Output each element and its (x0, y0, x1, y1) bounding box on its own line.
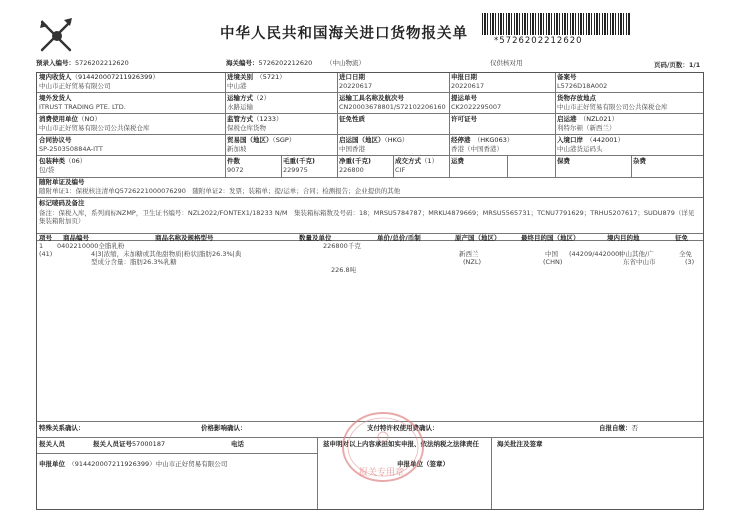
pieces-label: 件数 (227, 157, 240, 165)
item-dest-code: (CHN) (543, 258, 563, 266)
record-no-label: 备案号 (557, 73, 577, 81)
docs-value-1: 随附单证1：保税核注清单Q5726221000076290 (39, 187, 186, 195)
supervision-code: （1233） (253, 115, 283, 123)
seal-text: 报关专用章 (359, 468, 405, 478)
col-levy: 征免 (675, 234, 688, 242)
page-count: 页码/页数：1/1 (654, 61, 701, 69)
import-date-label: 进口日期 (339, 73, 365, 81)
pieces-value: 9072 (227, 166, 244, 174)
docs-value-2: 随附单证2：发票；装箱单；提/运单；合同；检测报告；企业提供的其他 (192, 187, 401, 195)
bl-label: 提运单号 (451, 94, 477, 102)
declaring-unit-seal-label: 申报单位（签章） (397, 460, 449, 468)
item-dest-place-1: 中山其他/广 (619, 250, 654, 258)
self-pay: 自报自缴：否 (599, 424, 638, 432)
terms-name: CIF (395, 166, 406, 174)
origin-country-name: 中国香港 (339, 145, 365, 153)
transit-label: 经停港 （HKG063） (451, 136, 514, 144)
declaration-form (36, 72, 704, 510)
marks-label: 标记唛码及备注 (39, 199, 85, 207)
customs-no-label: 海关编号： (226, 59, 259, 67)
vessel-label: 运输工具名称及航次号 (339, 94, 404, 102)
price-impact-label: 价格影响确认： (201, 424, 247, 432)
transport-label: 运输方式（2） (227, 94, 271, 102)
shipper-name: ITRUST TRADING PTE. LTD. (39, 103, 126, 111)
item-levy: 全免 (679, 250, 692, 258)
consumer-name: 中山市正好贸易有限公司公共保税仓库 (39, 124, 150, 132)
item-dest-place-2: 东省中山市 (623, 258, 656, 266)
insurance-label: 保费 (557, 157, 570, 165)
item-origin-code: (NZL) (463, 258, 482, 266)
royalty-label: 支付特许权使用费确认： (367, 424, 439, 432)
statement: 兹申明对以上内容承担如实申报、依法纳税之法律责任 (323, 440, 479, 448)
item-seq: 1 (39, 242, 44, 250)
departure-name: 利特尔顿（新西兰） (557, 124, 616, 132)
phone-label: 电话 (231, 440, 244, 448)
supervision-label: 监管方式（1233） (227, 115, 283, 123)
origin-country-code: （HKG） (384, 136, 409, 144)
consignee-label: 境内收货人（914420007211926399） (39, 73, 159, 81)
document-title: 中华人民共和国海关进口货物报关单 (220, 26, 468, 42)
customs-emblem (36, 14, 78, 56)
customs-number (226, 60, 312, 67)
docs-label: 随附单证及编号 (39, 178, 85, 186)
item-qty-1: 226800千克 (323, 242, 361, 250)
col-qty: 数量及单位 (299, 234, 332, 242)
entry-customs-code: （5721） (259, 73, 286, 81)
declaring-unit-name: 中山市正好贸易有限公司 (155, 460, 228, 468)
freight-label: 运费 (451, 157, 464, 165)
storage-label: 货物存放地点 (557, 94, 596, 102)
shipper-label: 境外发货人 (39, 94, 72, 102)
package-label: 包装种类（06） (39, 157, 87, 165)
record-no: L5726D18A002 (557, 82, 608, 90)
trade-country-label: 贸易国（地区）（SGP） (227, 136, 296, 144)
departure-code: （NZL021） (583, 115, 619, 123)
col-origin: 原产国（地区） (455, 234, 501, 242)
col-seq: 项号 (39, 234, 52, 242)
marks-value: 备注：保税入库，系列商标NZMP，卫生证书编号：NZL2022/FONTEX1/18233 N/M 集装箱标箱数及号码：18；MRSU5784787；MRKU4879669；MRSU5565731；TCNU7791629；TRHU5207617；SUDU879（详见集装箱附加页） (39, 209, 695, 225)
docs-value (39, 188, 400, 195)
net-weight-value: 226800 (339, 166, 364, 174)
customs-no-value: 5726202212620 (258, 59, 313, 67)
package-code: （06） (65, 157, 87, 165)
col-price: 单价/总价/币制 (377, 234, 421, 242)
net-weight-label: 净重(千克) (339, 157, 371, 165)
consignee-code: （914420007211926399） (71, 73, 159, 81)
bl-value: CK2022295007 (451, 103, 502, 111)
item-name-1: 全脂乳粉 (98, 242, 125, 250)
origin-country-label: 启运国（地区）（HKG） (339, 136, 409, 144)
supervision-name: 保税仓库货物 (227, 124, 266, 132)
declarant-cert: 报关人员证号57000187 (93, 440, 166, 448)
entry-port-label: 入境口岸 （442001） (557, 136, 625, 144)
pre-entry-label: 预录入编号： (36, 59, 75, 67)
transit-code: （HKG063） (477, 136, 514, 144)
barcode (482, 13, 630, 35)
item-seq-sub: (41) (39, 250, 53, 258)
self-pay-value: 否 (631, 424, 638, 432)
col-dest-country: 最终目的国（地区） (521, 234, 580, 242)
contract-value: SP-250350884A-ITT (39, 145, 103, 153)
item-dest: 中国 (545, 250, 558, 258)
levy-label: 征免性质 (339, 115, 365, 123)
gross-weight-label: 毛重(千克) (283, 157, 315, 165)
entry-port-code: （442001） (589, 136, 625, 144)
consignee-name: 中山市正好贸易有限公司 (39, 82, 111, 90)
vessel-value: CN20003678801/S72102206160 (339, 103, 446, 111)
terms-label: 成交方式（1） (395, 157, 439, 165)
item-levy-code: (3) (685, 258, 695, 266)
declarant-label: 报关人员 (39, 440, 65, 448)
item-name-2: 4|3|浓缩，未加糖或其他甜物质|粉状|脂肪26.3%|典 (91, 250, 242, 258)
transport-code: （2） (253, 94, 271, 102)
consumer-code: （NO） (78, 115, 101, 123)
item-origin: 新西兰 (459, 250, 479, 258)
transit-name: 香港（中国香港） (451, 145, 503, 153)
barcode-text: *5726202212620 (494, 36, 583, 46)
item-dest-place-code: (44209/442000) (569, 250, 622, 258)
pre-entry-value: 5726202212620 (75, 59, 129, 67)
declarant-cert-value: 57000187 (132, 440, 166, 448)
consumer-label: 消费使用单位（NO） (39, 115, 101, 123)
declare-date-label: 申报日期 (451, 73, 477, 81)
misc-label: 杂费 (633, 157, 646, 165)
storage-value: 中山市正好贸易有限公司公共保税仓库 (557, 103, 668, 111)
package-name: 包/袋 (39, 166, 55, 174)
import-date: 20220617 (339, 82, 373, 90)
trade-country-code: （SGP） (272, 136, 296, 144)
pre-entry-number (36, 60, 129, 67)
item-code: 0402210000全脂乳粉 (57, 242, 125, 250)
col-code: 商品编号 (63, 234, 89, 242)
customs-remarks-label: 海关批注及签章 (497, 440, 543, 448)
licence-label: 许可证号 (451, 115, 477, 123)
trade-country-name: 新加坡 (227, 145, 247, 153)
special-relation-label: 特殊关系确认： (39, 424, 85, 432)
entry-port-name: 中山港货运码头 (557, 145, 603, 153)
verify-note: 仅供核对用 (490, 59, 523, 67)
port-note: （中山物流） (326, 59, 365, 67)
contract-label: 合同协议号 (39, 136, 72, 144)
entry-customs-label: 进境关别 （5721） (227, 73, 286, 81)
col-name: 商品名称及规格型号 (155, 234, 214, 242)
departure-label: 启运港 （NZL021） (557, 115, 619, 123)
gross-weight-value: 229975 (283, 166, 308, 174)
declaring-unit: 申报单位 （914420007211926399）中山市正好贸易有限公司 (39, 460, 228, 468)
entry-customs-name: 中山港 (227, 82, 247, 90)
col-dest-place: 境内目的地 (607, 234, 640, 242)
item-qty-2: 226.8吨 (331, 266, 357, 274)
item-name-3: 型成分含量：脂肪26.3%乳糖 (91, 258, 177, 266)
transport-name: 水路运输 (227, 103, 253, 111)
declare-date: 20220617 (451, 82, 485, 90)
terms-code: （1） (421, 157, 439, 165)
declaring-unit-code: （914420007211926399） (71, 460, 156, 468)
